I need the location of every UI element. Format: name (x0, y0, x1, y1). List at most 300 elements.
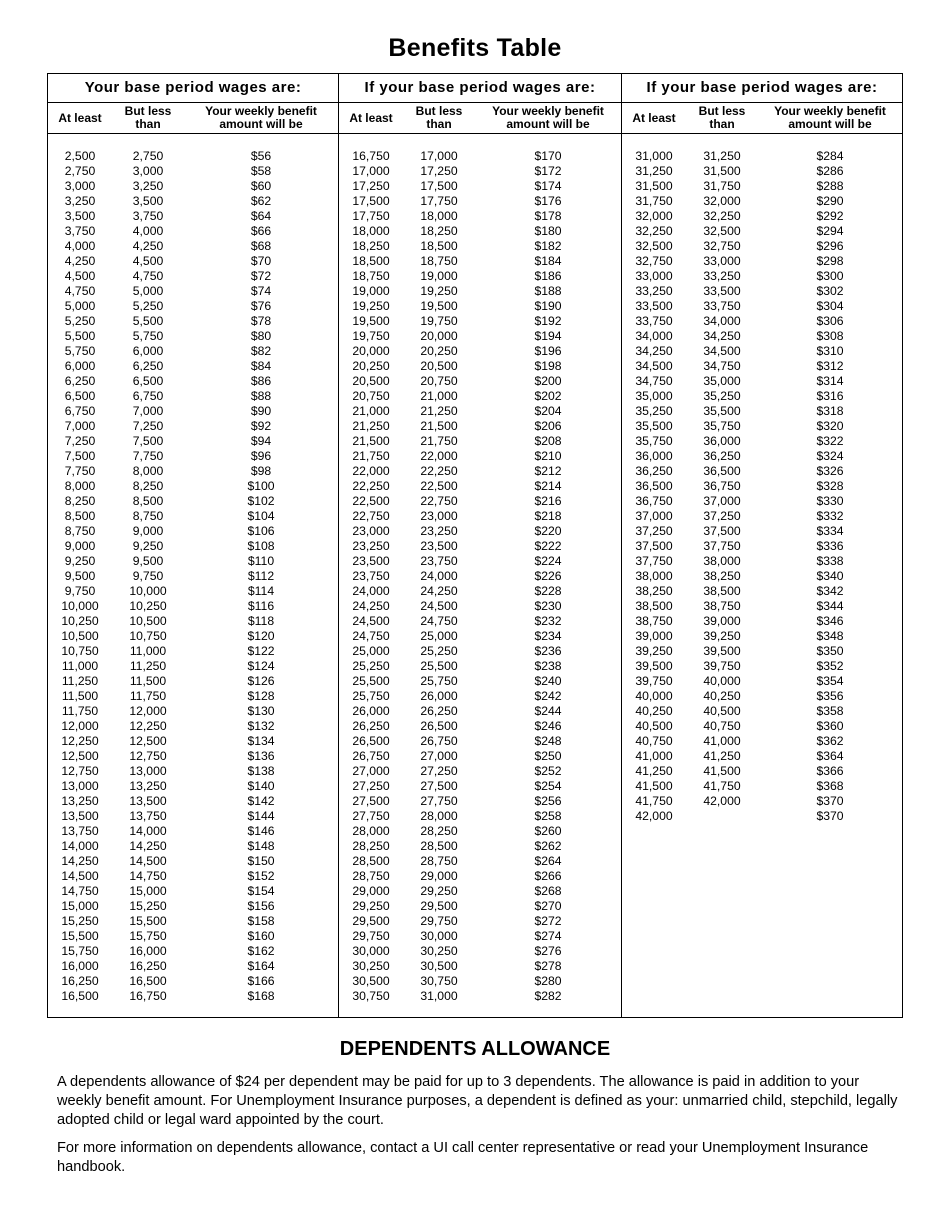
table-row (622, 539, 902, 554)
cell-weekly-benefit: $158 (247, 914, 275, 928)
cell-weekly-benefit: $192 (534, 314, 562, 328)
table-row (339, 689, 621, 704)
cell-weekly-benefit: $302 (816, 284, 844, 298)
cell-weekly-benefit: $62 (250, 194, 272, 208)
table-row (339, 194, 621, 209)
cell-but-less-than: 9,750 (132, 569, 164, 583)
cell-but-less-than: 10,000 (129, 584, 167, 598)
table-row (48, 524, 338, 539)
cell-weekly-benefit: $98 (250, 464, 272, 478)
cell-but-less-than: 13,250 (129, 779, 167, 793)
cell-but-less-than: 25,500 (420, 659, 458, 673)
cell-weekly-benefit: $56 (250, 149, 272, 163)
cell-at-least: 9,250 (64, 554, 96, 568)
table-row (48, 914, 338, 929)
table-row (339, 659, 621, 674)
table-row (48, 539, 338, 554)
cell-at-least: 7,500 (64, 449, 96, 463)
table-row (48, 854, 338, 869)
cell-but-less-than: 29,750 (420, 914, 458, 928)
column-sub-headers (622, 103, 902, 134)
cell-at-least: 25,750 (352, 689, 390, 703)
cell-at-least: 5,750 (64, 344, 96, 358)
cell-but-less-than: 21,500 (420, 419, 458, 433)
table-row (48, 824, 338, 839)
cell-but-less-than: 11,250 (129, 659, 167, 673)
cell-but-less-than: 18,250 (420, 224, 458, 238)
table-row (339, 764, 621, 779)
cell-weekly-benefit: $306 (816, 314, 844, 328)
dependents-paragraph-1: A dependents allowance of $24 per dependent may be paid for up to 3 dependents. The allowance is paid in addition to your weekly benefit amount. For Unemployment Insurance purposes, a dependent is defined as your: unmarried child, stepchild, legally adopted child or legal ward appointed by the court. (57, 1074, 898, 1128)
cell-but-less-than: 25,250 (420, 644, 458, 658)
cell-weekly-benefit: $240 (534, 674, 562, 688)
cell-weekly-benefit: $340 (816, 569, 844, 583)
cell-at-least: 10,750 (61, 644, 99, 658)
cell-weekly-benefit: $246 (534, 719, 562, 733)
table-row (48, 149, 338, 164)
cell-but-less-than: 20,000 (420, 329, 458, 343)
cell-weekly-benefit: $330 (816, 494, 844, 508)
cell-at-least: 27,750 (352, 809, 390, 823)
cell-weekly-benefit: $60 (250, 179, 272, 193)
cell-but-less-than: 3,500 (132, 194, 164, 208)
cell-weekly-benefit: $324 (816, 449, 844, 463)
cell-weekly-benefit: $326 (816, 464, 844, 478)
cell-but-less-than: 26,500 (420, 719, 458, 733)
table-row (622, 734, 902, 749)
table-row (48, 554, 338, 569)
table-row (48, 359, 338, 374)
cell-weekly-benefit: $226 (534, 569, 562, 583)
cell-at-least: 9,000 (64, 539, 96, 553)
cell-at-least: 20,250 (352, 359, 390, 373)
cell-at-least: 3,500 (64, 209, 96, 223)
table-row (48, 929, 338, 944)
cell-but-less-than: 40,250 (703, 689, 741, 703)
cell-but-less-than: 36,250 (703, 449, 741, 463)
table-row (339, 944, 621, 959)
cell-weekly-benefit: $310 (816, 344, 844, 358)
cell-but-less-than: 37,500 (703, 524, 741, 538)
cell-weekly-benefit: $160 (247, 929, 275, 943)
table-row (48, 179, 338, 194)
cell-weekly-benefit: $88 (250, 389, 272, 403)
cell-weekly-benefit: $346 (816, 614, 844, 628)
table-row (48, 479, 338, 494)
cell-weekly-benefit: $76 (250, 299, 272, 313)
cell-weekly-benefit: $84 (250, 359, 272, 373)
cell-at-least: 3,750 (64, 224, 96, 238)
cell-at-least: 4,500 (64, 269, 96, 283)
cell-at-least: 17,750 (352, 209, 390, 223)
cell-but-less-than: 11,750 (129, 689, 167, 703)
cell-but-less-than: 26,000 (420, 689, 458, 703)
table-row (339, 359, 621, 374)
table-row (339, 989, 621, 1004)
cell-but-less-than: 35,500 (703, 404, 741, 418)
cell-but-less-than: 37,750 (703, 539, 741, 553)
table-row (48, 329, 338, 344)
cell-but-less-than: 6,500 (132, 374, 164, 388)
cell-but-less-than: 30,250 (420, 944, 458, 958)
cell-at-least: 29,750 (352, 929, 390, 943)
cell-weekly-benefit: $370 (816, 794, 844, 808)
table-row (48, 419, 338, 434)
cell-but-less-than: 35,750 (703, 419, 741, 433)
table-row (622, 494, 902, 509)
cell-at-least: 32,500 (635, 239, 673, 253)
cell-weekly-benefit: $260 (534, 824, 562, 838)
cell-at-least: 15,250 (61, 914, 99, 928)
cell-weekly-benefit: $206 (534, 419, 562, 433)
table-row (48, 809, 338, 824)
cell-but-less-than: 14,250 (129, 839, 167, 853)
cell-at-least: 28,250 (352, 839, 390, 853)
cell-at-least: 11,000 (61, 659, 99, 673)
cell-at-least: 12,500 (61, 749, 99, 763)
cell-at-least: 32,250 (635, 224, 673, 238)
cell-but-less-than: 16,500 (129, 974, 167, 988)
cell-weekly-benefit: $216 (534, 494, 562, 508)
cell-at-least: 25,000 (352, 644, 390, 658)
cell-but-less-than: 6,250 (132, 359, 164, 373)
cell-at-least: 39,500 (635, 659, 673, 673)
cell-at-least: 26,500 (352, 734, 390, 748)
cell-at-least: 30,250 (352, 959, 390, 973)
cell-at-least: 37,000 (635, 509, 673, 523)
cell-at-least: 16,000 (61, 959, 99, 973)
cell-but-less-than: 18,500 (420, 239, 458, 253)
cell-at-least: 31,000 (635, 149, 673, 163)
cell-at-least: 41,000 (635, 749, 673, 763)
cell-at-least: 9,750 (64, 584, 96, 598)
cell-but-less-than: 34,250 (703, 329, 741, 343)
cell-at-least: 38,000 (635, 569, 673, 583)
cell-weekly-benefit: $334 (816, 524, 844, 538)
cell-at-least: 8,250 (64, 494, 96, 508)
cell-at-least: 4,250 (64, 254, 96, 268)
cell-but-less-than: 6,000 (132, 344, 164, 358)
cell-but-less-than: 39,750 (703, 659, 741, 673)
cell-at-least: 39,750 (635, 674, 673, 688)
benefits-table (47, 73, 903, 1018)
table-row (339, 599, 621, 614)
cell-weekly-benefit: $72 (250, 269, 272, 283)
cell-at-least: 16,500 (61, 989, 99, 1003)
cell-weekly-benefit: $124 (247, 659, 275, 673)
table-row (48, 794, 338, 809)
cell-but-less-than: 9,250 (132, 539, 164, 553)
cell-but-less-than: 38,500 (703, 584, 741, 598)
cell-weekly-benefit: $102 (247, 494, 275, 508)
table-row (339, 434, 621, 449)
table-row (339, 899, 621, 914)
table-row (339, 734, 621, 749)
cell-at-least: 4,750 (64, 284, 96, 298)
cell-weekly-benefit: $368 (816, 779, 844, 793)
table-row (339, 959, 621, 974)
table-row (622, 434, 902, 449)
table-row (622, 794, 902, 809)
cell-but-less-than: 12,500 (129, 734, 167, 748)
table-row (622, 419, 902, 434)
cell-at-least: 36,750 (635, 494, 673, 508)
table-row (48, 584, 338, 599)
cell-at-least: 16,250 (61, 974, 99, 988)
cell-at-least: 9,500 (64, 569, 96, 583)
cell-weekly-benefit: $74 (250, 284, 272, 298)
cell-but-less-than: 40,000 (703, 674, 741, 688)
cell-but-less-than: 19,000 (420, 269, 458, 283)
cell-but-less-than: 11,500 (129, 674, 167, 688)
cell-weekly-benefit: $282 (534, 989, 562, 1003)
cell-but-less-than: 4,500 (132, 254, 164, 268)
cell-weekly-benefit: $230 (534, 599, 562, 613)
table-row (48, 374, 338, 389)
cell-but-less-than: 29,000 (420, 869, 458, 883)
cell-at-least: 32,000 (635, 209, 673, 223)
cell-at-least: 37,750 (635, 554, 673, 568)
cell-weekly-benefit: $220 (534, 524, 562, 538)
cell-weekly-benefit: $232 (534, 614, 562, 628)
cell-but-less-than: 23,250 (420, 524, 458, 538)
cell-weekly-benefit: $176 (534, 194, 562, 208)
cell-but-less-than: 13,000 (129, 764, 167, 778)
cell-weekly-benefit: $66 (250, 224, 272, 238)
cell-weekly-benefit: $300 (816, 269, 844, 283)
cell-weekly-benefit: $188 (534, 284, 562, 298)
cell-weekly-benefit: $224 (534, 554, 562, 568)
table-rows (339, 134, 621, 1004)
cell-at-least: 22,250 (352, 479, 390, 493)
table-row (339, 524, 621, 539)
cell-at-least: 21,000 (352, 404, 390, 418)
cell-but-less-than: 12,750 (129, 749, 167, 763)
table-row (339, 554, 621, 569)
table-row (622, 644, 902, 659)
cell-at-least: 30,500 (352, 974, 390, 988)
table-row (622, 704, 902, 719)
cell-but-less-than: 21,000 (420, 389, 458, 403)
cell-weekly-benefit: $200 (534, 374, 562, 388)
cell-but-less-than: 15,250 (129, 899, 167, 913)
cell-at-least: 39,250 (635, 644, 673, 658)
cell-but-less-than: 28,000 (420, 809, 458, 823)
cell-weekly-benefit: $214 (534, 479, 562, 493)
cell-weekly-benefit: $100 (247, 479, 275, 493)
cell-weekly-benefit: $228 (534, 584, 562, 598)
cell-weekly-benefit: $336 (816, 539, 844, 553)
table-row (339, 614, 621, 629)
table-row (48, 779, 338, 794)
header-weekly-benefit: Your weekly benefit amount will be (774, 104, 886, 131)
table-row (339, 839, 621, 854)
cell-weekly-benefit: $290 (816, 194, 844, 208)
table-rows (622, 134, 902, 824)
cell-but-less-than: 2,750 (132, 149, 164, 163)
cell-but-less-than: 21,250 (420, 404, 458, 418)
cell-weekly-benefit: $354 (816, 674, 844, 688)
cell-at-least: 34,750 (635, 374, 673, 388)
cell-at-least: 7,250 (64, 434, 96, 448)
cell-weekly-benefit: $204 (534, 404, 562, 418)
header-at-least: At least (58, 110, 102, 125)
header-but-less-than: But less than (415, 104, 463, 131)
cell-weekly-benefit: $276 (534, 944, 562, 958)
table-row (339, 869, 621, 884)
cell-weekly-benefit: $312 (816, 359, 844, 373)
cell-weekly-benefit: $342 (816, 584, 844, 598)
cell-weekly-benefit: $162 (247, 944, 275, 958)
cell-at-least: 36,000 (635, 449, 673, 463)
table-column-2 (338, 74, 621, 1017)
cell-at-least: 23,250 (352, 539, 390, 553)
cell-weekly-benefit: $82 (250, 344, 272, 358)
table-row (48, 494, 338, 509)
cell-but-less-than: 20,250 (420, 344, 458, 358)
dependents-heading: DEPENDENTS ALLOWANCE (339, 1038, 611, 1060)
table-row (339, 299, 621, 314)
cell-at-least: 20,500 (352, 374, 390, 388)
cell-but-less-than: 34,750 (703, 359, 741, 373)
cell-weekly-benefit: $104 (247, 509, 275, 523)
cell-weekly-benefit: $186 (534, 269, 562, 283)
table-row (339, 704, 621, 719)
cell-weekly-benefit: $132 (247, 719, 275, 733)
cell-at-least: 35,500 (635, 419, 673, 433)
cell-at-least: 6,250 (64, 374, 96, 388)
cell-weekly-benefit: $152 (247, 869, 275, 883)
table-row (339, 884, 621, 899)
cell-at-least: 23,750 (352, 569, 390, 583)
table-row (339, 929, 621, 944)
header-but-less-than: But less than (124, 104, 172, 131)
cell-weekly-benefit: $202 (534, 389, 562, 403)
cell-but-less-than: 37,250 (703, 509, 741, 523)
table-row (622, 554, 902, 569)
cell-at-least: 6,750 (64, 404, 96, 418)
cell-at-least: 28,500 (352, 854, 390, 868)
cell-but-less-than: 9,000 (132, 524, 164, 538)
cell-but-less-than: 16,000 (129, 944, 167, 958)
table-row (48, 944, 338, 959)
cell-weekly-benefit: $238 (534, 659, 562, 673)
cell-but-less-than: 8,500 (132, 494, 164, 508)
cell-weekly-benefit: $352 (816, 659, 844, 673)
cell-but-less-than: 22,000 (420, 449, 458, 463)
cell-at-least: 20,000 (352, 344, 390, 358)
table-row (48, 599, 338, 614)
cell-but-less-than: 7,250 (132, 419, 164, 433)
cell-weekly-benefit: $126 (247, 674, 275, 688)
table-row (622, 269, 902, 284)
cell-weekly-benefit: $154 (247, 884, 275, 898)
cell-at-least: 2,750 (64, 164, 96, 178)
table-row (48, 689, 338, 704)
cell-but-less-than: 38,000 (703, 554, 741, 568)
cell-but-less-than: 5,250 (132, 299, 164, 313)
table-row (339, 584, 621, 599)
cell-but-less-than: 36,000 (703, 434, 741, 448)
cell-at-least: 26,750 (352, 749, 390, 763)
table-row (339, 509, 621, 524)
table-row (339, 344, 621, 359)
cell-weekly-benefit: $184 (534, 254, 562, 268)
cell-weekly-benefit: $272 (534, 914, 562, 928)
cell-at-least: 28,000 (352, 824, 390, 838)
table-row (48, 869, 338, 884)
cell-but-less-than: 17,250 (420, 164, 458, 178)
table-row (339, 329, 621, 344)
cell-at-least: 17,500 (352, 194, 390, 208)
cell-at-least: 21,500 (352, 434, 390, 448)
cell-at-least: 40,250 (635, 704, 673, 718)
cell-but-less-than: 22,500 (420, 479, 458, 493)
table-row (48, 764, 338, 779)
cell-at-least: 18,750 (352, 269, 390, 283)
cell-weekly-benefit: $110 (247, 554, 275, 568)
table-row (48, 569, 338, 584)
cell-at-least: 33,750 (635, 314, 673, 328)
cell-at-least: 25,500 (352, 674, 390, 688)
cell-at-least: 14,500 (61, 869, 99, 883)
table-row (622, 299, 902, 314)
cell-but-less-than: 11,000 (129, 644, 167, 658)
table-row (48, 989, 338, 1004)
cell-at-least: 24,500 (352, 614, 390, 628)
cell-weekly-benefit: $254 (534, 779, 562, 793)
cell-weekly-benefit: $298 (816, 254, 844, 268)
table-row (339, 854, 621, 869)
cell-weekly-benefit: $128 (247, 689, 275, 703)
cell-but-less-than: 27,250 (420, 764, 458, 778)
cell-weekly-benefit: $180 (534, 224, 562, 238)
cell-but-less-than: 31,000 (420, 989, 458, 1003)
cell-weekly-benefit: $280 (534, 974, 562, 988)
cell-at-least: 13,500 (61, 809, 99, 823)
cell-weekly-benefit: $148 (247, 839, 275, 853)
cell-but-less-than: 38,750 (703, 599, 741, 613)
cell-weekly-benefit: $146 (247, 824, 275, 838)
cell-at-least: 15,500 (61, 929, 99, 943)
table-row (622, 629, 902, 644)
cell-at-least: 38,500 (635, 599, 673, 613)
cell-weekly-benefit: $344 (816, 599, 844, 613)
cell-but-less-than: 28,750 (420, 854, 458, 868)
table-row (339, 464, 621, 479)
table-row (339, 974, 621, 989)
table-row (622, 329, 902, 344)
cell-at-least: 26,250 (352, 719, 390, 733)
cell-but-less-than: 24,500 (420, 599, 458, 613)
cell-at-least: 3,000 (64, 179, 96, 193)
cell-but-less-than: 5,000 (132, 284, 164, 298)
cell-at-least: 42,000 (635, 809, 673, 823)
cell-weekly-benefit: $144 (247, 809, 275, 823)
table-row (48, 314, 338, 329)
cell-weekly-benefit: $174 (534, 179, 562, 193)
cell-at-least: 35,250 (635, 404, 673, 418)
cell-weekly-benefit: $112 (247, 569, 275, 583)
cell-at-least: 12,750 (61, 764, 99, 778)
cell-weekly-benefit: $196 (534, 344, 562, 358)
cell-weekly-benefit: $320 (816, 419, 844, 433)
cell-weekly-benefit: $140 (247, 779, 275, 793)
cell-weekly-benefit: $296 (816, 239, 844, 253)
cell-but-less-than: 36,500 (703, 464, 741, 478)
cell-weekly-benefit: $150 (247, 854, 275, 868)
table-row (622, 614, 902, 629)
